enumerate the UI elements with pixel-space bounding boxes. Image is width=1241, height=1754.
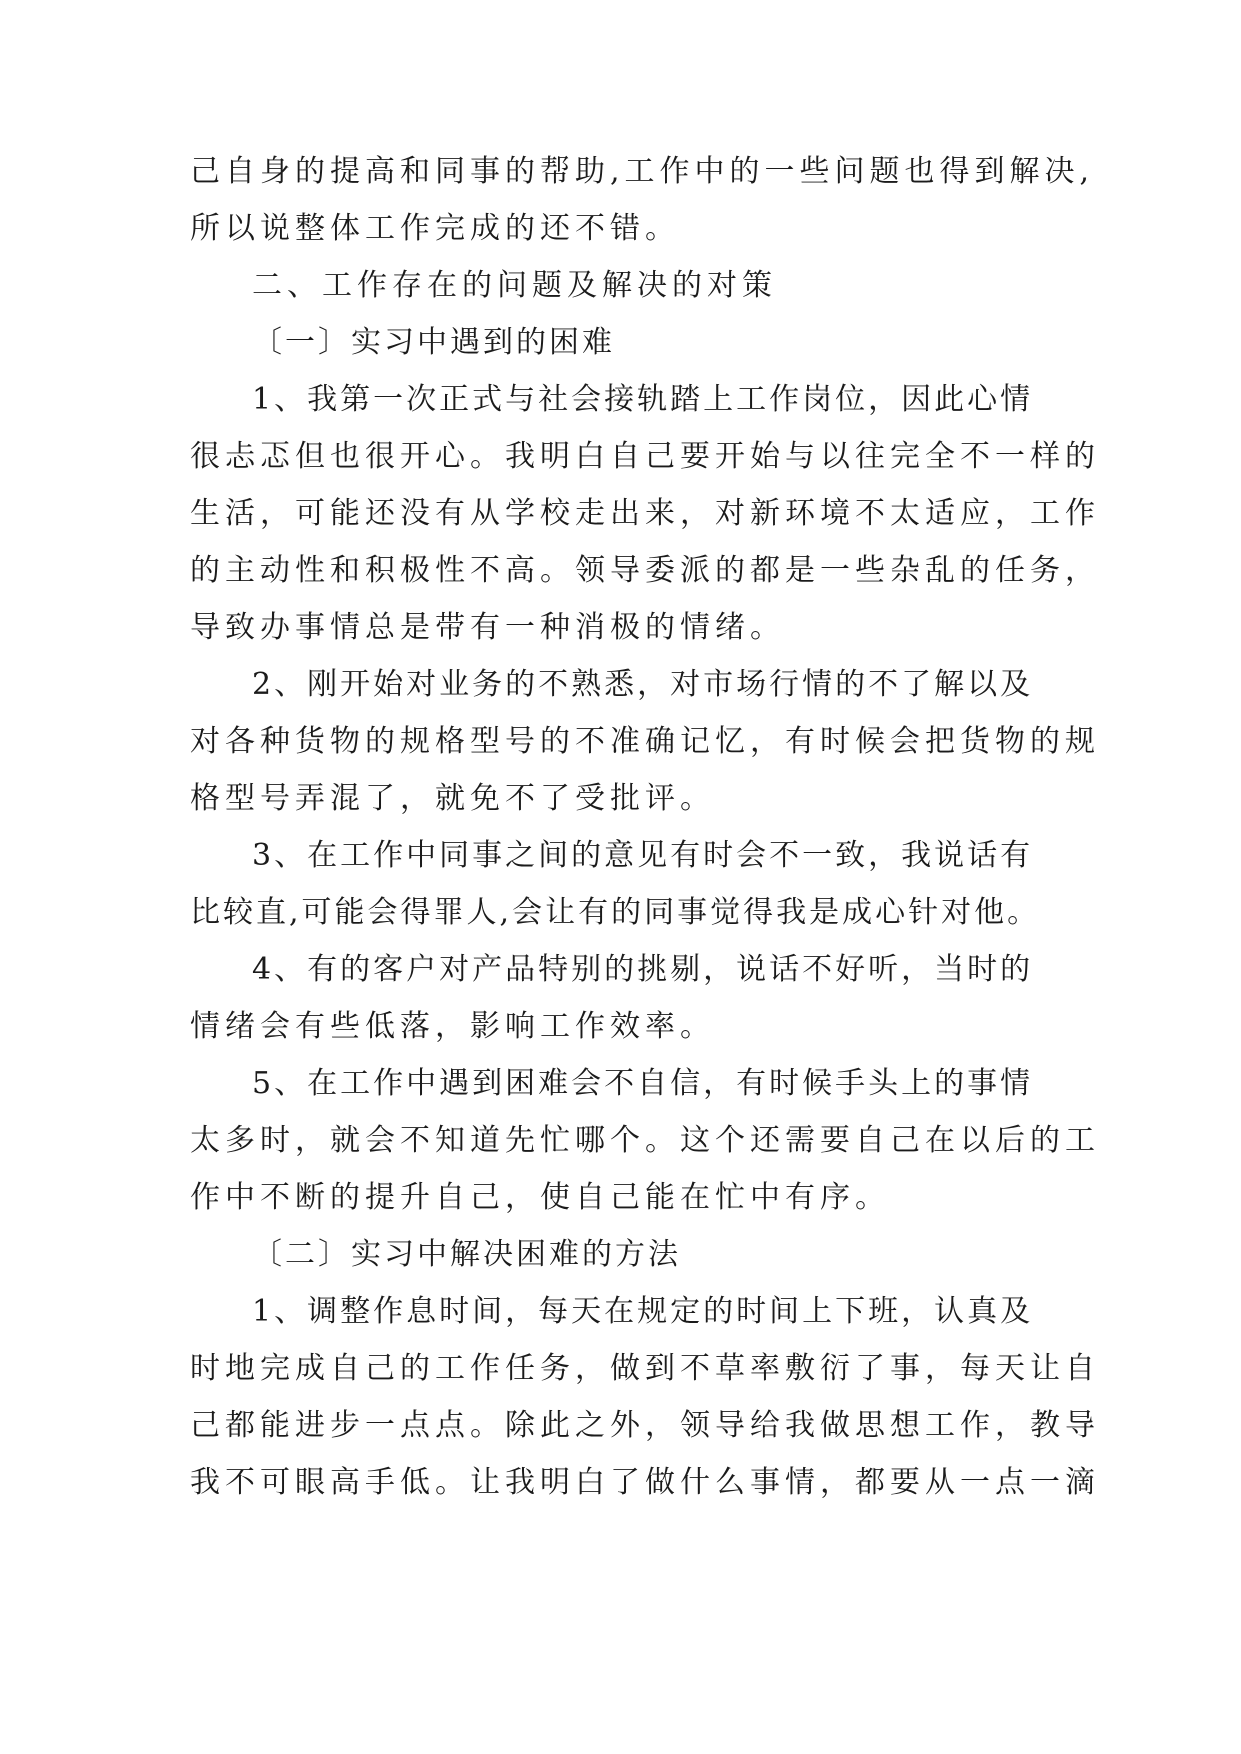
paragraph-first-line: 4、有的客户对产品特别的挑剔，说话不好听，当时的 bbox=[252, 952, 1034, 987]
text-line: 导致办事情总是带有一种消极的情绪。 bbox=[190, 610, 785, 645]
text-line: 作中不断的提升自己，使自己能在忙中有序。 bbox=[190, 1180, 890, 1215]
section-heading: 二、工作存在的问题及解决的对策 bbox=[252, 268, 777, 303]
text-line: 情绪会有些低落，影响工作效率。 bbox=[190, 1009, 715, 1044]
text-line: 己自身的提高和同事的帮助,工作中的一些问题也得到解决, bbox=[190, 154, 1095, 189]
subsection-heading: 〔二〕实习中解决困难的方法 bbox=[252, 1237, 681, 1272]
text-line: 时地完成自己的工作任务，做到不草率敷衍了事，每天让自 bbox=[190, 1351, 1100, 1386]
paragraph-first-line: 5、在工作中遇到困难会不自信，有时候手头上的事情 bbox=[252, 1066, 1034, 1101]
paragraph-first-line: 3、在工作中同事之间的意见有时会不一致，我说话有 bbox=[252, 838, 1034, 873]
text-line: 太多时，就会不知道先忙哪个。这个还需要自己在以后的工 bbox=[190, 1123, 1100, 1158]
text-line: 的主动性和积极性不高。领导委派的都是一些杂乱的任务， bbox=[190, 553, 1100, 588]
text-line: 生活，可能还没有从学校走出来，对新环境不太适应，工作 bbox=[190, 496, 1100, 531]
text-line: 很忐忑但也很开心。我明白自己要开始与以往完全不一样的 bbox=[190, 439, 1100, 474]
text-line: 己都能进步一点点。除此之外，领导给我做思想工作，教导 bbox=[190, 1408, 1100, 1443]
text-line: 格型号弄混了，就免不了受批评。 bbox=[190, 781, 715, 816]
text-line: 所以说整体工作完成的还不错。 bbox=[190, 211, 680, 246]
paragraph-first-line: 2、刚开始对业务的不熟悉，对市场行情的不了解以及 bbox=[252, 667, 1034, 702]
text-line: 对各种货物的规格型号的不准确记忆，有时候会把货物的规 bbox=[190, 724, 1100, 759]
text-line: 比较直,可能会得罪人,会让有的同事觉得我是成心针对他。 bbox=[190, 895, 1041, 930]
paragraph-first-line: 1、调整作息时间，每天在规定的时间上下班，认真及 bbox=[252, 1294, 1034, 1329]
text-line: 我不可眼高手低。让我明白了做什么事情，都要从一点一滴 bbox=[190, 1465, 1100, 1500]
subsection-heading: 〔一〕实习中遇到的困难 bbox=[252, 325, 615, 360]
paragraph-first-line: 1、我第一次正式与社会接轨踏上工作岗位，因此心情 bbox=[252, 382, 1034, 417]
